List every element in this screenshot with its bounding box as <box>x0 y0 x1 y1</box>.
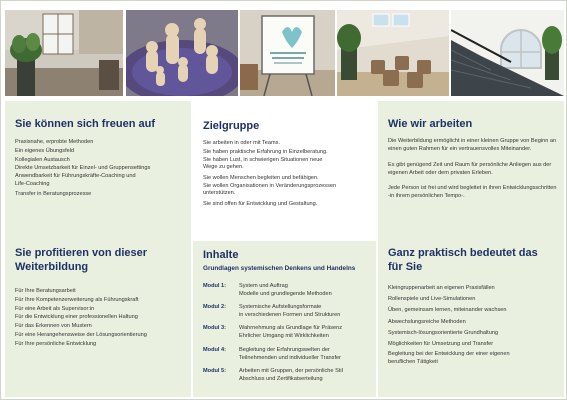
list-item: Direkte Umsetzbarkeit für Einzel- und Gruppensettings <box>15 165 151 172</box>
module-text: Begleitung der Erfahrungswelten der Teilnehmenden und individueller Transfer <box>239 347 341 361</box>
list-item: Kleingruppenarbeit an eigenen Praxisfällen <box>388 285 495 291</box>
list-item: Möglichkeiten für Umsetzung und Transfer <box>388 340 494 347</box>
list-item: Üben, gemeinsam lernen, miteinander wachsen <box>388 307 507 314</box>
heading-wie-wir-arbeiten: Wie wir arbeiten <box>388 118 473 130</box>
list-item: Sie arbeiten in oder mit Teams. <box>203 140 281 146</box>
module-text: Systemische Aufstellungsformate in verschiedenen Formen und Strukturen <box>239 304 341 318</box>
module-text: Arbeiten mit Gruppen, der persönliche Stil Abschluss und Zertifikatserteilung <box>239 368 343 382</box>
photo-staircase <box>451 10 564 96</box>
list-item: Für Ihre persönliche Entwicklung <box>15 340 97 347</box>
list-item: Sie wollen Organisationen in Veränderungsprozessen unterstützen. <box>203 182 337 197</box>
photo-seminar-room <box>337 10 449 96</box>
list-item: Für Ihre Kompetenzerweiterung als Führungskraft <box>15 296 139 303</box>
list-item: Für eine Herangehensweise der Lösungsorientierung <box>15 331 147 338</box>
heading-zielgruppe: Zielgruppe <box>203 120 260 132</box>
list-item: Für eine Arbeit als Supervisor:in <box>15 305 95 312</box>
list-item: Systemisch-lösungsorientierte Grundhaltung <box>388 329 499 336</box>
photo-strip <box>5 10 564 96</box>
module-label: Modul 3: <box>203 325 226 331</box>
list-item: Für die Entwicklung einer professionellen Haltung <box>15 314 138 321</box>
list-item: Rollenspiele und Live-Simulationen <box>388 296 476 303</box>
list-item: Sie haben Lust, in schwierigen Situationen neue Wege zu gehen. <box>203 156 323 171</box>
list-item: Sie sind offen für Entwicklung und Gestaltung. <box>203 200 318 207</box>
paragraph: Jede Person ist frei und wird begleitet in ihren Entwicklungsschritten -in ihrem persönlichen Tempo-. <box>388 185 557 199</box>
list-item: Abwechslungsreiche Methoden <box>388 318 466 325</box>
photo-flipchart <box>240 10 335 96</box>
list-zielgruppe <box>203 139 371 209</box>
column-left <box>5 101 191 397</box>
column-right <box>378 101 564 397</box>
list-item: Für das Erkennen von Mustern <box>15 323 92 330</box>
module-text: Wahrnehmung als Grundlage für Präsenz Ehrlicher Umgang mit Wirklichkeiten <box>239 325 343 339</box>
list-item: Praxisnahe, erprobte Methoden <box>15 139 94 145</box>
list-item: Sie haben praktische Erfahrung in Einzelberatung. <box>203 148 328 155</box>
list-item: Transfer in Beratungsprozesse <box>15 191 92 198</box>
list-item: Sie wollen Menschen begleiten und befähigen. <box>203 174 319 181</box>
module-label: Modul 4: <box>203 347 226 353</box>
heading-freuen: Sie können sich freuen auf <box>15 118 155 130</box>
heading-inhalte: Inhalte <box>203 249 239 261</box>
list-freuen <box>15 138 187 199</box>
list-item: Anwendbarkeit für Führungskräfte-Coaching und Life-Coaching <box>15 173 136 187</box>
module-label: Modul 5: <box>203 368 226 374</box>
module-label: Modul 2: <box>203 304 226 310</box>
heading-ganz-praktisch: Ganz praktisch bedeutet das für Sie <box>388 247 538 273</box>
module-text: System und Auftrag Modelle und grundlegende Methoden <box>239 283 332 297</box>
photo-room-with-plant <box>5 10 123 96</box>
subheading-grundlagen: Grundlagen systemischen Denkens und Handelns <box>203 265 356 272</box>
list-ganz-praktisch <box>388 284 560 366</box>
paragraph: Es gibt genügend Zeit und Raum für persönliche Anliegen aus der eigenen Arbeit oder dem privaten Erleben. <box>388 162 552 176</box>
heading-profitieren: Sie profitieren von dieser Weiterbildung <box>15 247 148 273</box>
list-item: Für Ihre Beratungsarbeit <box>15 288 76 294</box>
list-item: Kollegialen Austausch <box>15 156 70 163</box>
photo-wooden-figures <box>126 10 238 96</box>
paragraph: Die Weiterbildung ermöglicht in einer kleinen Gruppe von Beginn an einen guten Rahmen für ein vertrauensvolles Miteinander. <box>388 138 557 152</box>
list-profitieren <box>15 287 187 349</box>
list-item: Begleitung bei der Entwicklung der einer eigenen beruflichen Tätigkeit <box>388 351 510 365</box>
column-middle <box>193 101 376 397</box>
module-label: Modul 1: <box>203 283 226 289</box>
list-item: Ein eigenes Übungsfeld <box>15 147 75 154</box>
